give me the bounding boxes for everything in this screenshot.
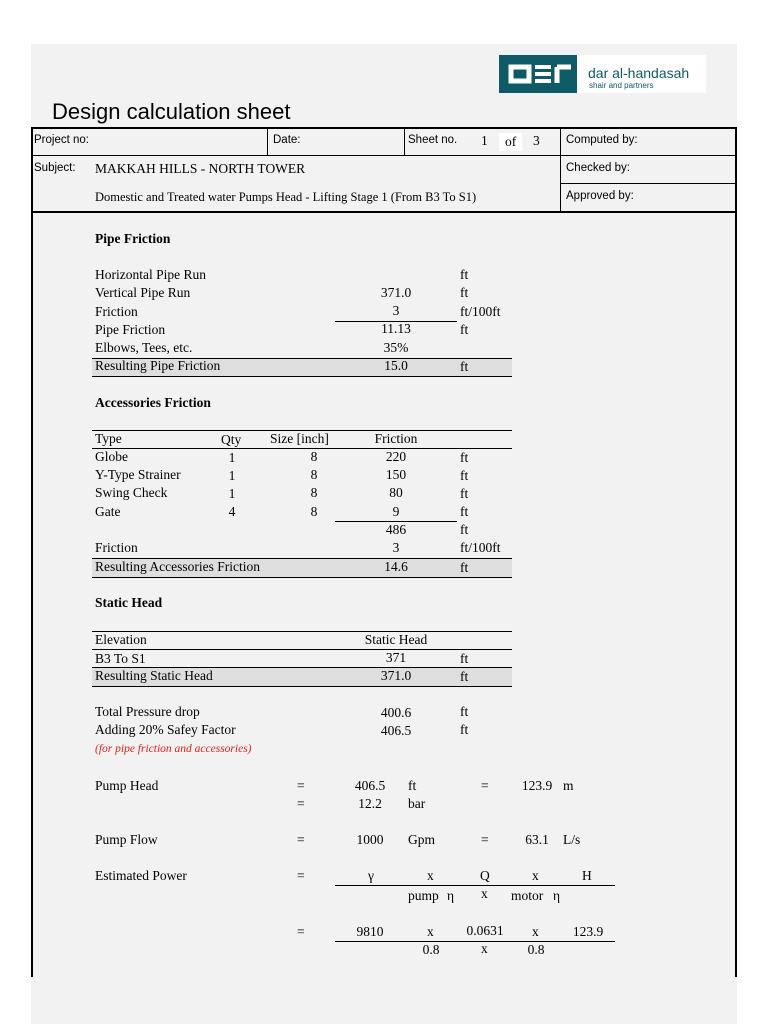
static-row-unit: ft: [460, 651, 469, 666]
acc-result-bottom: [92, 577, 512, 578]
pump-head-m-value: 123.9: [521, 778, 553, 793]
acc-header-size: Size [inch]: [270, 431, 329, 446]
power-eta: η: [553, 888, 561, 903]
power-gamma-value: 9810: [356, 924, 384, 939]
acc-header-qty: Qty: [221, 432, 242, 447]
acc-item-friction: 9: [392, 504, 400, 519]
sheet-number: 1: [481, 133, 488, 148]
acc-item-size: 8: [310, 449, 318, 464]
acc-header-bottom: [92, 448, 512, 449]
pump-head-label: Pump Head: [95, 778, 159, 793]
power-motor-eff: motor: [511, 888, 544, 903]
total-pressure-unit: ft: [460, 704, 469, 719]
power-label: Estimated Power: [95, 868, 187, 883]
static-row-label: B3 To S1: [95, 651, 146, 666]
acc-item-qty: 4: [228, 504, 236, 519]
acc-item-qty: 1: [228, 486, 236, 501]
static-header-head: Static Head: [364, 632, 428, 647]
total-pressure-value: 400.6: [380, 705, 412, 720]
safety-factor-note: (for pipe friction and accessories): [95, 743, 252, 755]
subject-label: Subject:: [34, 162, 76, 174]
static-result-bottom: [92, 686, 512, 687]
pump-head-ft-value: 406.5: [354, 778, 386, 793]
computed-by-label: Computed by:: [566, 134, 638, 146]
pump-flow-label: Pump Flow: [95, 832, 158, 847]
acc-item-qty: 1: [228, 450, 236, 465]
company-logo: [499, 55, 706, 93]
power-times: x: [427, 868, 434, 883]
acc-item-unit: ft: [460, 450, 469, 465]
pipe-row-unit: ft: [460, 267, 469, 282]
safety-factor-unit: ft: [460, 722, 469, 737]
pump-head-equals: =: [297, 778, 305, 793]
acc-item-type: Swing Check: [95, 485, 168, 500]
power-pump-eff-value: 0.8: [422, 942, 440, 957]
header-top-border: [31, 127, 737, 129]
sheet-of-label: of: [499, 133, 522, 151]
dar-logo-mark-icon: [499, 55, 579, 93]
power-q-value: 0.0631: [466, 923, 504, 938]
pipe-row-value: 371.0: [380, 285, 412, 300]
pipe-result-value: 15.0: [384, 358, 408, 373]
static-row-value: 371: [385, 650, 407, 665]
static-result-value: 371.0: [380, 668, 412, 683]
static-header-elevation: Elevation: [95, 632, 147, 647]
power-eta: η: [447, 888, 455, 903]
power-q: Q: [480, 868, 490, 883]
pipe-row-label: Friction: [95, 304, 138, 319]
acc-friction-label: Friction: [95, 540, 138, 555]
power-pump-eff: pump: [408, 888, 439, 903]
acc-item-unit: ft: [460, 486, 469, 501]
header-line-2: [560, 183, 737, 184]
pipe-row-label: Horizontal Pipe Run: [95, 267, 206, 282]
acc-result-unit: ft: [460, 560, 469, 575]
pipe-row-label: Pipe Friction: [95, 322, 166, 337]
sheet-right-border: [735, 127, 737, 977]
acc-item-type: Y-Type Strainer: [95, 467, 181, 482]
acc-item-qty: 1: [228, 468, 236, 483]
acc-item-size: 8: [310, 467, 318, 482]
acc-friction-unit: ft/100ft: [460, 540, 501, 555]
subject-value: MAKKAH HILLS - NORTH TOWER: [95, 161, 306, 176]
acc-item-unit: ft: [460, 504, 469, 519]
acc-item-type: Gate: [95, 504, 121, 519]
acc-result-label: Resulting Accessories Friction: [95, 559, 260, 574]
pipe-result-label: Resulting Pipe Friction: [95, 358, 221, 373]
pump-head-equals-2: =: [481, 778, 489, 793]
safety-factor-label: Adding 20% Safey Factor: [95, 722, 236, 737]
power-times: x: [427, 924, 434, 939]
power-h-value: 123.9: [572, 924, 604, 939]
pipe-row-unit: ft/100ft: [460, 304, 501, 319]
pump-head-equals-3: =: [297, 796, 305, 811]
project-label: Project no:: [34, 134, 89, 146]
pipe-row-value: 35%: [383, 340, 409, 355]
acc-result-value: 14.6: [384, 559, 408, 574]
pump-flow-value: 1000: [356, 832, 384, 847]
checked-by-label: Checked by:: [566, 162, 630, 174]
pump-flow-equals-2: =: [481, 832, 489, 847]
pipe-row-value: 3: [392, 303, 400, 318]
logo-brand: dar al-handasah: [588, 65, 690, 81]
header-bottom-border: [31, 211, 737, 213]
acc-total-unit: ft: [460, 522, 469, 537]
power-fraction-line-2: [335, 941, 615, 942]
acc-item-size: 8: [310, 485, 318, 500]
pipe-result-unit: ft: [460, 359, 469, 374]
pump-head-bar-value: 12.2: [358, 796, 382, 811]
static-head-title: Static Head: [95, 595, 163, 610]
header-line-1: [31, 155, 737, 156]
power-fraction-line: [335, 885, 615, 886]
power-times: x: [481, 941, 488, 956]
power-gamma: γ: [368, 868, 374, 883]
pump-flow-ls-unit: L/s: [563, 832, 581, 847]
pipe-row-value: 11.13: [381, 321, 411, 336]
power-times: x: [532, 924, 539, 939]
pipe-row-label: Vertical Pipe Run: [95, 285, 191, 300]
acc-item-type: Globe: [95, 449, 128, 464]
static-header-bottom: [92, 649, 512, 650]
static-result-unit: ft: [460, 669, 469, 684]
header-divider-signoff: [560, 127, 561, 212]
power-equals-2: =: [297, 924, 305, 939]
pump-head-m-unit: m: [563, 778, 574, 793]
static-result-label: Resulting Static Head: [95, 668, 213, 683]
total-pressure-label: Total Pressure drop: [95, 704, 200, 719]
acc-item-friction: 80: [389, 485, 403, 500]
power-times: x: [532, 868, 539, 883]
acc-friction-value: 3: [392, 540, 400, 555]
acc-total-value: 486: [385, 522, 407, 537]
acc-item-unit: ft: [460, 468, 469, 483]
logo-sub: shair and partners: [589, 81, 654, 90]
header-divider-date: [267, 127, 268, 155]
sheet-total: 3: [533, 133, 540, 148]
approved-by-label: Approved by:: [566, 190, 634, 202]
power-h: H: [582, 868, 592, 883]
sheet-label: Sheet no.: [408, 134, 458, 146]
date-label: Date:: [273, 134, 301, 146]
safety-factor-value: 406.5: [380, 723, 412, 738]
acc-header-friction: Friction: [374, 431, 418, 446]
pipe-row-label: Elbows, Tees, etc.: [95, 340, 193, 355]
static-header-top: [92, 631, 512, 632]
pipe-result-bottom: [92, 376, 512, 377]
acc-item-friction: 220: [385, 449, 407, 464]
pipe-friction-title: Pipe Friction: [95, 231, 171, 246]
page-title: Design calculation sheet: [52, 99, 291, 124]
pump-flow-ls-value: 63.1: [525, 832, 549, 847]
sheet-description: Domestic and Treated water Pumps Head - Lifting Stage 1 (From B3 To S1): [95, 190, 477, 204]
power-times: x: [481, 886, 488, 901]
header-divider-sheet: [404, 127, 405, 155]
pump-head-bar-unit: bar: [408, 796, 426, 811]
acc-item-friction: 150: [385, 467, 407, 482]
pipe-row-unit: ft: [460, 285, 469, 300]
acc-item-size: 8: [310, 504, 318, 519]
acc-header-type: Type: [95, 431, 122, 446]
accessories-title: Accessories Friction: [95, 395, 211, 410]
pump-flow-equals: =: [297, 832, 305, 847]
sheet-left-border: [31, 127, 33, 977]
pump-head-ft-unit: ft: [408, 778, 417, 793]
pipe-row-unit: ft: [460, 322, 469, 337]
power-equals: =: [297, 868, 305, 883]
power-motor-eff-value: 0.8: [527, 942, 545, 957]
pump-flow-unit: Gpm: [408, 832, 435, 847]
